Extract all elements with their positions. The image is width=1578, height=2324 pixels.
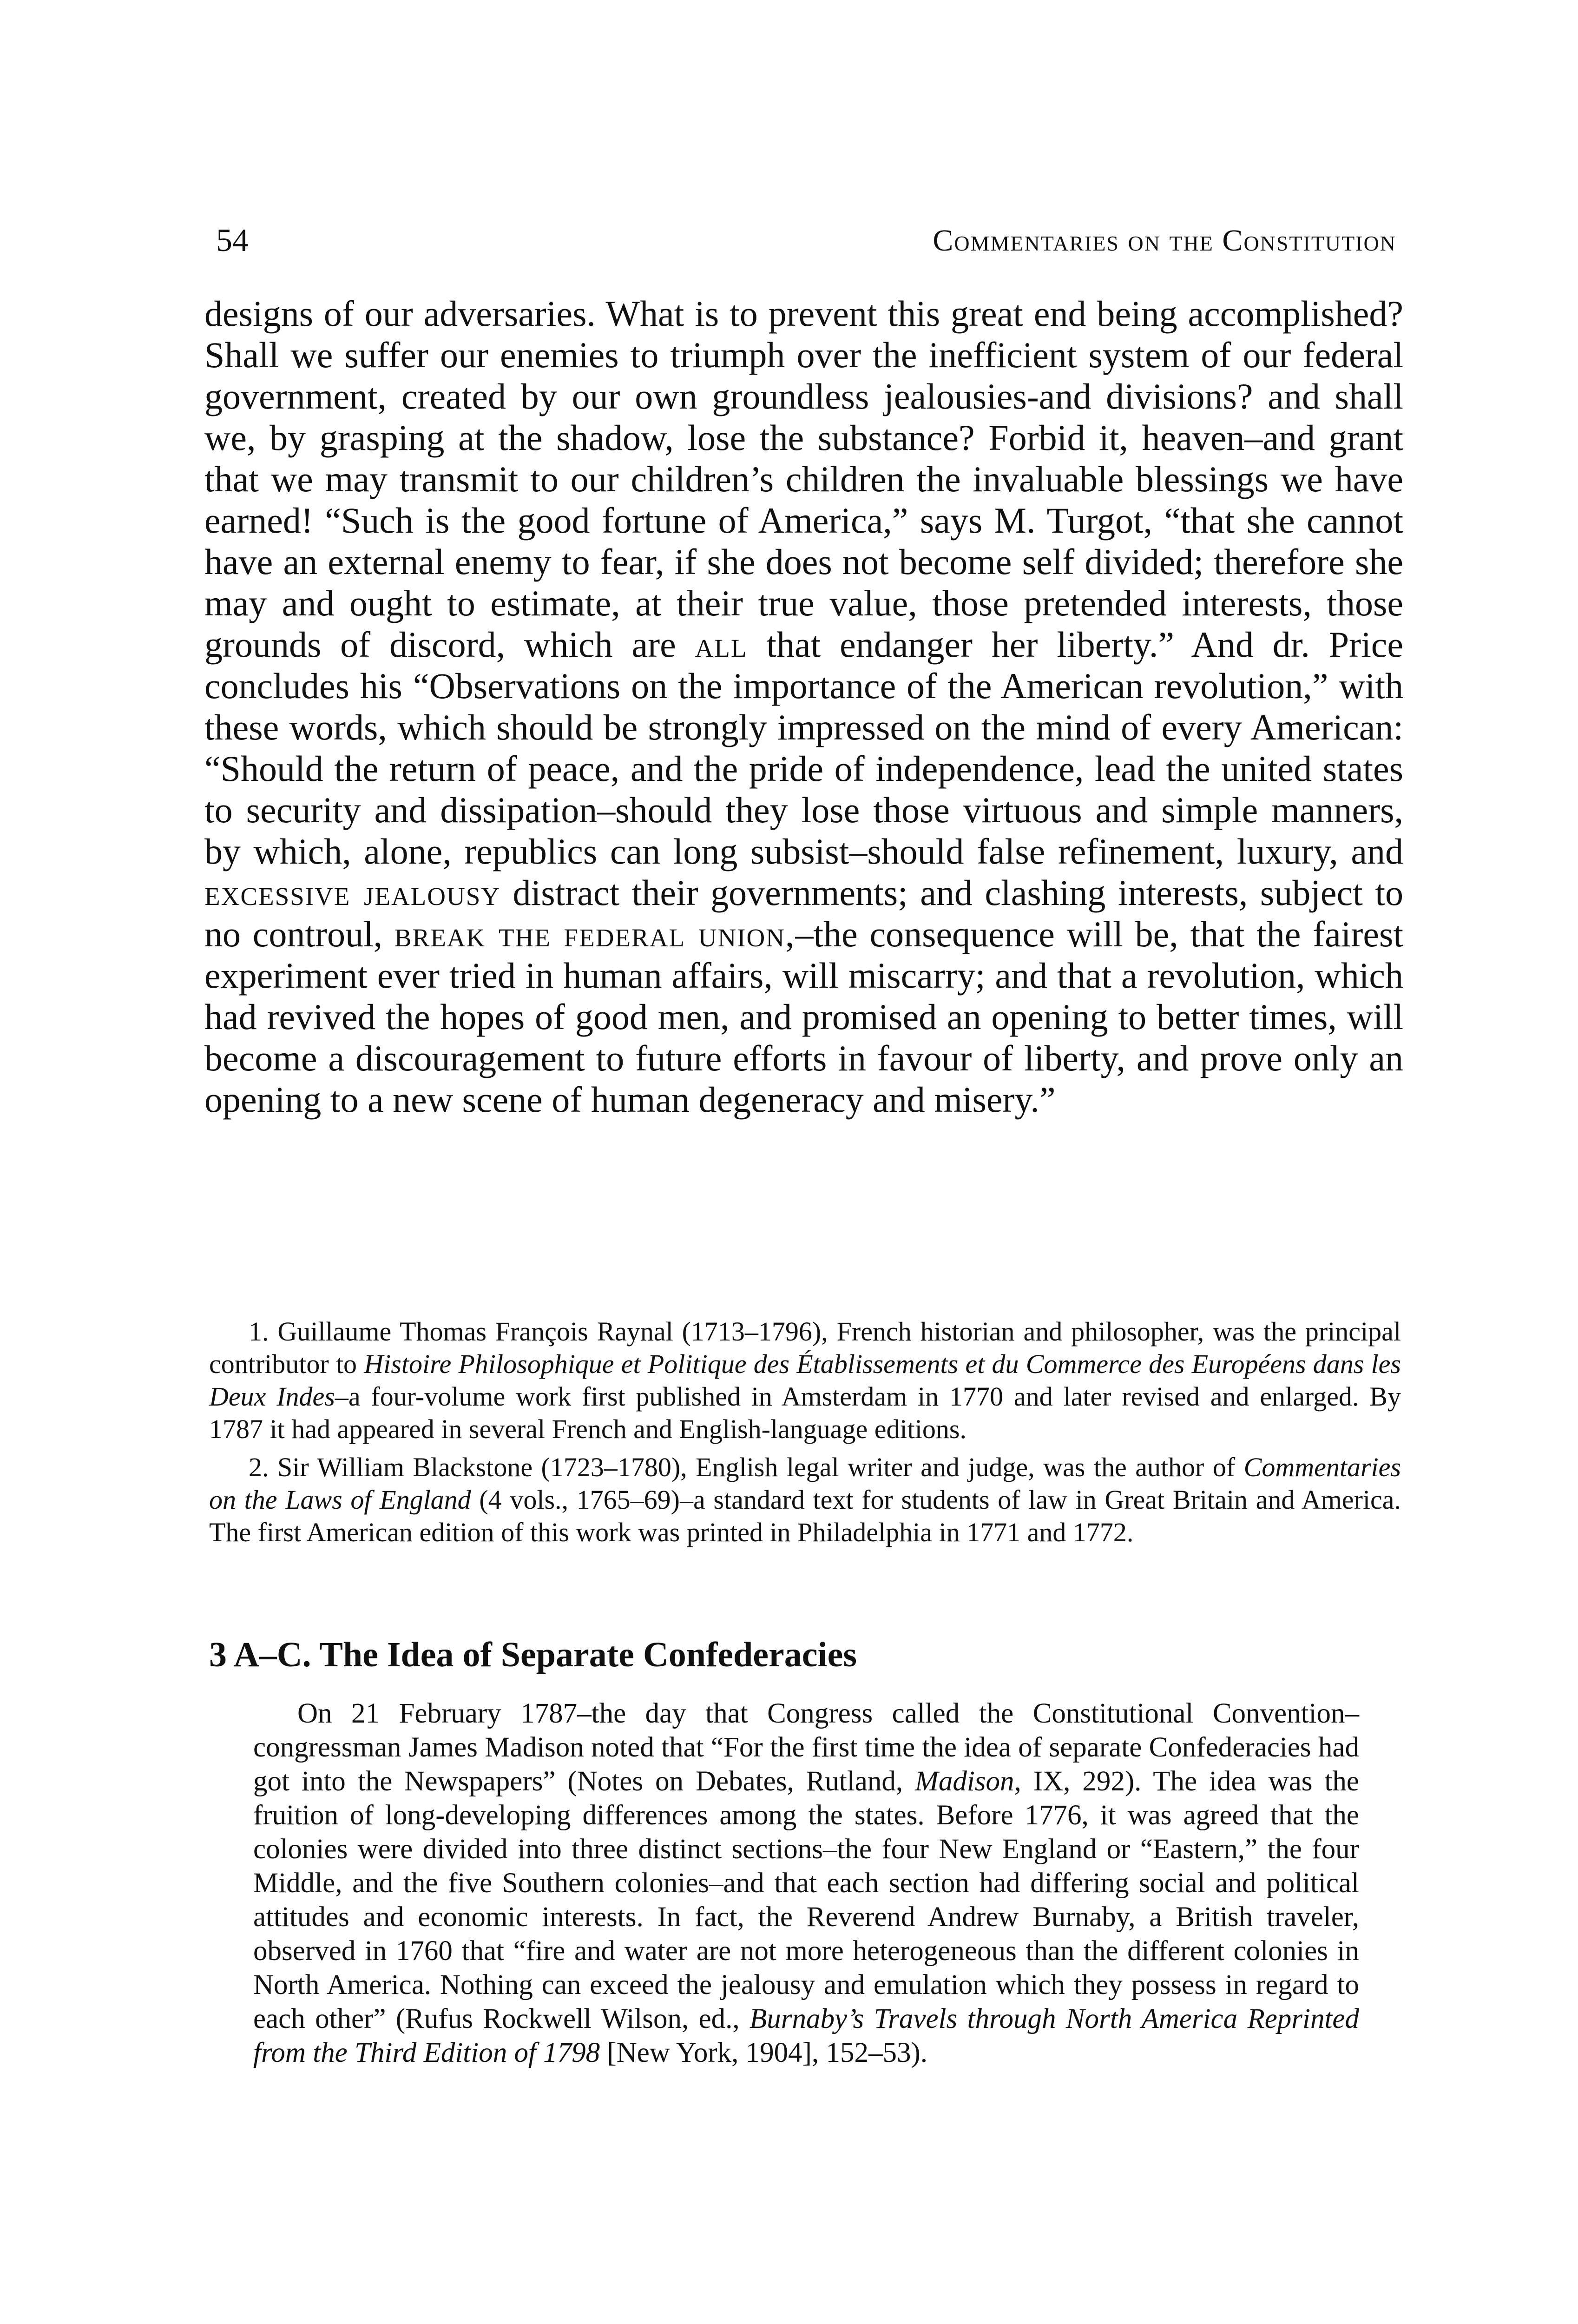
- main-text: [204, 293, 1403, 1120]
- note-text: –a four-volume work first published in Amsterdam in 1770 and later revised and enlarged. By 1787 it had appeared in several French and English-language editions.: [209, 1381, 1401, 1444]
- note-title: Histoire Philosophique et Politique des Établissements et du Commerce des Européens dans les Deux Indes: [209, 1349, 1401, 1412]
- section-intro: [253, 1697, 1359, 2070]
- small-caps-emphasis: all: [695, 624, 748, 665]
- footnotes: [209, 1315, 1401, 1554]
- footnote-2: [209, 1451, 1401, 1549]
- note-text: 1. Guillaume Thomas François Raynal (1713–1796), French historian and philosopher, was the principal contributor to: [209, 1316, 1401, 1379]
- text-run: distract their governments; and clashing interests, subject to no controul,: [204, 872, 1404, 954]
- section-heading: 3 A–C. The Idea of Separate Confederacies: [209, 1635, 857, 1674]
- text-run: –the consequence will be, that the fairest experiment ever tried in human affairs, will miscarry; and that a revolution, which had revived the hopes of good men, and promised an opening to better times, will become a discouragement to future efforts in favour of liberty, and prove only an opening to a new scene of human degeneracy and misery.”: [204, 914, 1403, 1120]
- main-paragraph: [204, 293, 1403, 1120]
- small-caps-emphasis: break the federal union,: [394, 914, 796, 954]
- intro-text: On 21 February 1787–the day that Congress called the Constitutional Convention–congressman James Madison noted that “For the first time the idea of separate Confederacies had got into the Newspapers” (Notes on Debates, Rutland,: [253, 1698, 1359, 1797]
- text-run: designs of our adversaries. What is to prevent this great end being accomplished? Shall we suffer our enemies to triumph over the inefficient system of our federal government, created by our own groundless jealousies-and divisions? and shall we, by grasping at the shadow, lose the substance? Forbid it, heaven–and grant that we may transmit to our children’s children the invaluable blessings we have earned! “Such is the good fortune of America,” says M. Turgot, “that she cannot have an external enemy to fear, if she does not become self divided; therefore she may and ought to estimate, at their true value, those pretended interests, those grounds of discord, which are: [204, 293, 1403, 665]
- intro-italic-madison: Madison: [915, 1766, 1014, 1797]
- small-caps-emphasis: excessive jealousy: [204, 872, 501, 913]
- intro-book-title: Burnaby’s Travels through North America Reprinted from the Third Edition of 1798: [253, 2003, 1359, 2068]
- note-text: (4 vols., 1765–69)–a standard text for students of law in Great Britain and America. The first American edition of this work was printed in Philadelphia in 1771 and 1772.: [209, 1485, 1401, 1547]
- note-title: Commentaries on the Laws of England: [209, 1452, 1401, 1515]
- footnote-1: [209, 1315, 1401, 1446]
- text-run: that endanger her liberty.” And dr. Price concludes his “Observations on the importance of the American revolution,” with these words, which should be strongly impressed on the mind of every American: “Should the return of peace, and the pride of independence, lead the united states to security and dissipation–should they lose those virtuous and simple manners, by which, alone, republics can long subsist–should false refinement, luxury, and: [204, 624, 1404, 872]
- page-header: [216, 222, 1396, 259]
- note-text: 2. Sir William Blackstone (1723–1780), English legal writer and judge, was the author of: [249, 1452, 1244, 1482]
- page-number: 54: [216, 223, 249, 258]
- intro-text: [New York, 1904], 152–53).: [600, 2037, 928, 2068]
- intro-text: , IX, 292). The idea was the fruition of long-developing differences among the states. Before 1776, it was agreed that the colonies were divided into three distinct sections–the four New England or “Eastern,” the four Middle, and the five Southern colonies–and that each section had differing social and political attitudes and economic interests. In fact, the Reverend Andrew Burnaby, a British traveler, observed in 1760 that “fire and water are not more heterogeneous than the different colonies in North America. Nothing can exceed the jealousy and emulation which they possess in regard to each other” (Rufus Rockwell Wilson, ed.,: [253, 1766, 1359, 2034]
- running-head: Commentaries on the Constitution: [933, 224, 1396, 257]
